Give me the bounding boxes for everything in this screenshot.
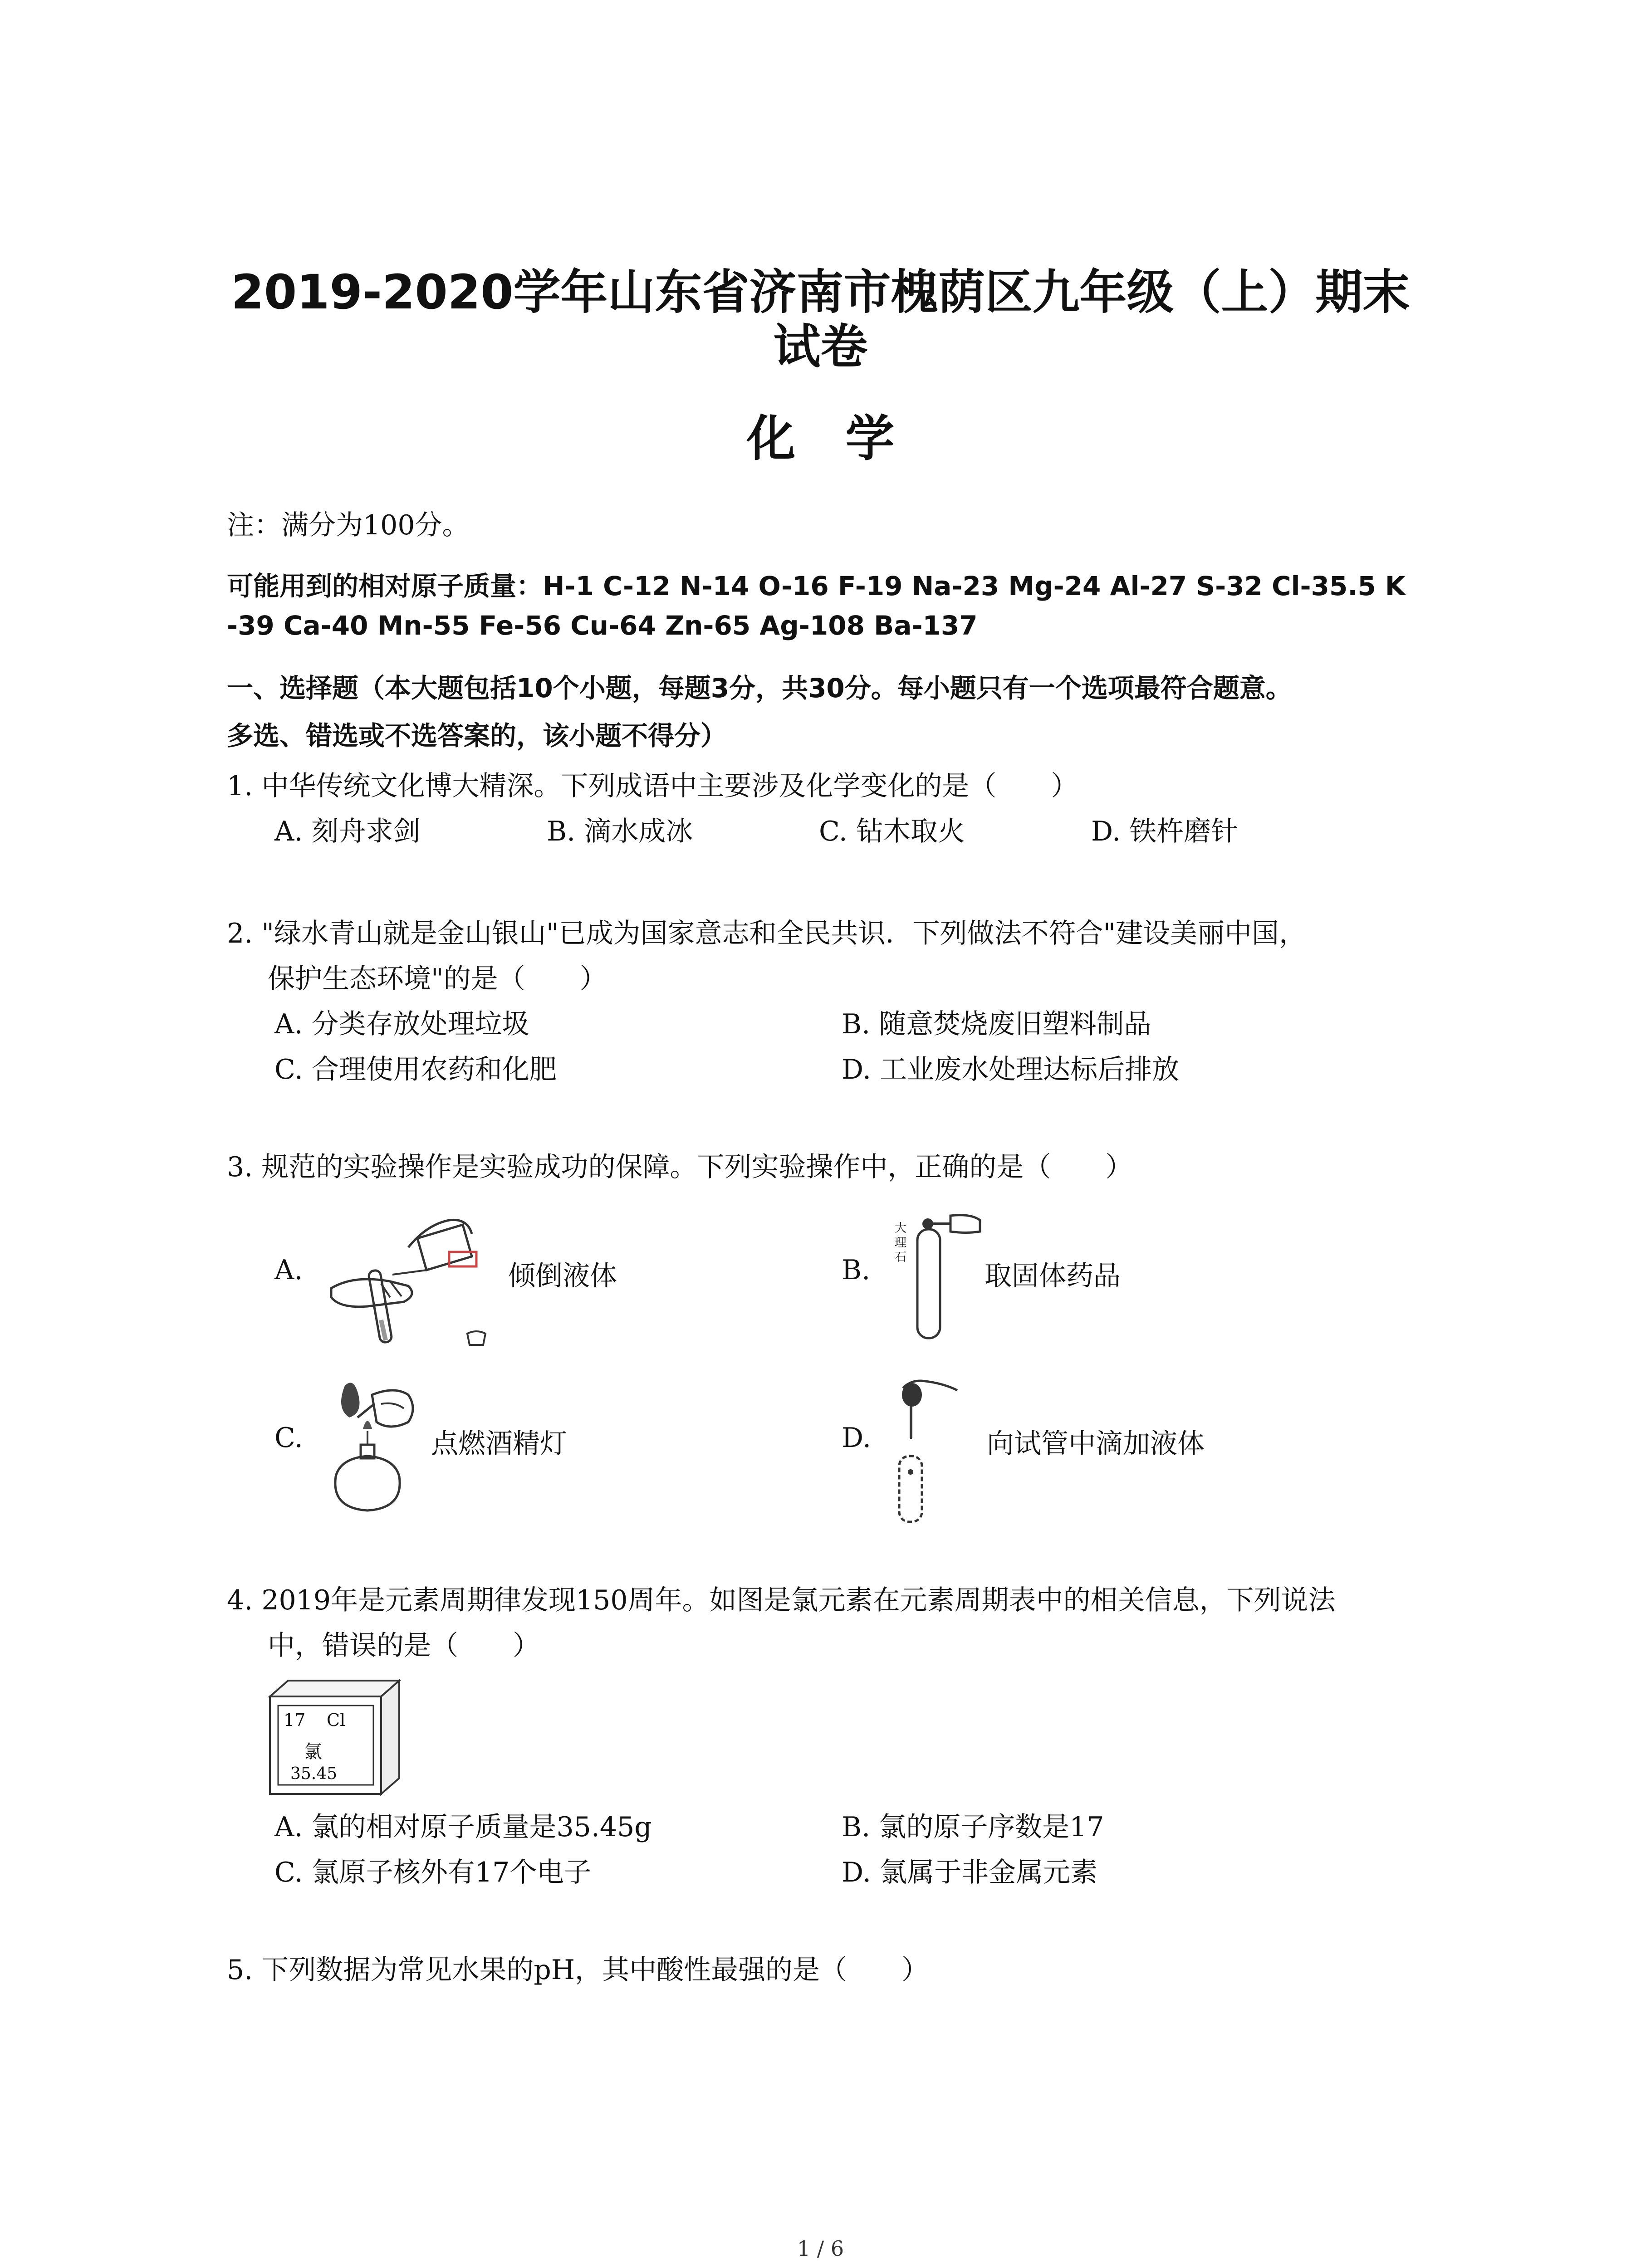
page-title-line2: 试卷 [773, 319, 868, 374]
q2-option-d: D. 工业废水处理达标后排放 [842, 1054, 1180, 1085]
q3-option-d-letter: D. [842, 1422, 872, 1454]
pouring-liquid-figure [313, 1207, 522, 1361]
q3-option-c-text: 点燃酒精灯 [431, 1428, 567, 1460]
q3-option-d-text: 向试管中滴加液体 [987, 1428, 1205, 1460]
alcohol-lamp-figure [318, 1377, 436, 1517]
section-heading-line1: 一、选择题（本大题包括10个小题，每题3分，共30分。每小题只有一个选项最符合题意。 [227, 673, 1292, 704]
marble-label: 大理石 [895, 1222, 907, 1264]
q4-option-c: C. 氯原子核外有17个电子 [274, 1857, 592, 1888]
q1-option-c: C. 钻木取火 [819, 816, 965, 847]
q1-option-a: A. 刻舟求剑 [274, 816, 421, 847]
element-name: 氯 [304, 1741, 322, 1762]
atomic-mass-line1: 可能用到的相对原子质量：H-1 C-12 N-14 O-16 F-19 Na-23 Mg-24 Al-27 S-32 Cl-35.5 K [227, 571, 1406, 601]
q4-option-d: D. 氯属于非金属元素 [842, 1857, 1098, 1888]
section-heading-line2: 多选、错选或不选答案的，该小题不得分） [227, 720, 727, 751]
question-4-stem-line1: 4. 2019年是元素周期律发现150周年。如图是氯元素在元素周期表中的相关信息，下列说法 [227, 1584, 1336, 1616]
q3-option-b-letter: B. [842, 1254, 871, 1286]
q1-option-d: D. 铁杵磨针 [1091, 816, 1239, 847]
element-number: 17 [284, 1710, 306, 1730]
question-1-stem: 1. 中华传统文化博大精深。下列成语中主要涉及化学变化的是（ ） [227, 770, 1078, 802]
q2-option-c: C. 合理使用农药和化肥 [274, 1054, 557, 1085]
question-3-stem: 3. 规范的实验操作是实验成功的保障。下列实验操作中，正确的是（ ） [227, 1151, 1133, 1183]
q1-option-b: B. 滴水成冰 [547, 816, 693, 847]
question-4-stem-line2: 中，错误的是（ ） [268, 1630, 540, 1662]
q4-option-a: A. 氯的相对原子质量是35.45g [274, 1811, 652, 1843]
question-2-stem-line2: 保护生态环境"的是（ ） [268, 963, 607, 995]
question-2-stem-line1: 2. "绿水青山就是金山银山"已成为国家意志和全民共识．下列做法不符合"建设美丽中国， [227, 918, 1307, 949]
question-5-stem: 5. 下列数据为常见水果的pH，其中酸性最强的是（ ） [227, 1954, 929, 1986]
element-mass: 35.45 [290, 1765, 338, 1783]
score-note: 注：满分为100分。 [227, 509, 470, 541]
q4-option-b: B. 氯的原子序数是17 [842, 1811, 1104, 1843]
subject-heading: 化学 [746, 411, 945, 467]
page-title: 2019-2020学年山东省济南市槐荫区九年级（上）期末 [231, 264, 1410, 320]
page-number: 1 / 6 [797, 2236, 844, 2261]
q3-option-a-letter: A. [274, 1254, 303, 1286]
q3-option-b-text: 取固体药品 [985, 1260, 1121, 1292]
q2-option-a: A. 分类存放处理垃圾 [274, 1008, 529, 1040]
atomic-mass-line2: -39 Ca-40 Mn-55 Fe-56 Cu-64 Zn-65 Ag-108 Ba-137 [227, 610, 978, 641]
q3-option-c-letter: C. [274, 1422, 303, 1454]
q2-option-b: B. 随意焚烧废旧塑料制品 [842, 1008, 1151, 1040]
q3-option-a-text: 倾倒液体 [508, 1260, 617, 1292]
solid-reagent-figure [907, 1211, 989, 1347]
dropper-figure [889, 1370, 980, 1524]
element-symbol: Cl [327, 1710, 346, 1730]
